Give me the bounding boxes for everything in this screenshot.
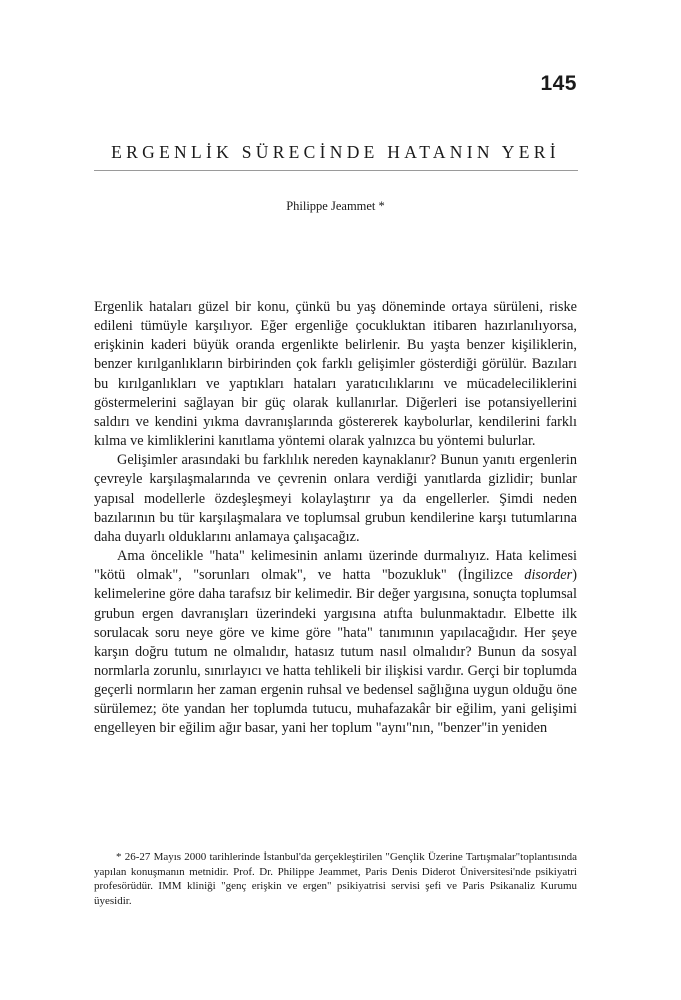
paragraph-3-text-start: Ama öncelikle "hata" kelimesinin anlamı üzerinde durmalıyız. Hata kelimesi "kötü olmak", "sorunları olmak", ve hatta "bozukluk" (İngilizce xyxy=(94,548,577,584)
article-body xyxy=(94,298,577,739)
paragraph-3 xyxy=(94,547,577,739)
paragraph-1: Ergenlik hataları güzel bir konu, çünkü bu yaş döneminde ortaya sürüleni, riske edileni tümüyle karşılıyor. Eğer ergenliğe çocukluktan itibaren hazırlanılıyorsa, erişkinin kaderi büyük oranda ergenlikte belirlenir. Bu yaşta benzer kişiliklerin, benzer kırılganlıkların birbirinden çok farklı gelişimler gösterdiği görülür. Bazıları bu kırılganlıkları ve yaptıkları hataları yaratıcılıklarını ve mücadeleciliklerini göstermelerini sağlayan bir güç olarak kullanırlar. Diğerleri ise potansiyellerini saldırı ve kendini yıkma davranışlarında göstererek kaybolurlar, kendilerini farklı kılma ve kimliklerini kanıtlama yöntemi olarak yalnızca bu yöntemi bulurlar. xyxy=(94,299,577,450)
paragraph-3-text-end: ) kelimelerine göre daha tarafsız bir kelimedir. Bir değer yargısına, sonuçta toplumsal grubun ergen davranışları üzerindeki yargısına atıfta bulunmaktadır. Elbette ilk sorulacak soru neye göre ve kime göre "hata" tanımının yapılacağıdır. Her şeye karşın doğru tutum ne olmalıdır, hatasız tutum nasıl olmalıdır? Bunun da sosyal normlarla zorunlu, sınırlayıcı ve hatta tehlikeli bir ilişkisi vardır. Gerçi bir toplumda geçerli normların her zaman ergenin ruhsal ve bedensel sağlığına uygun olduğu öne sürülemez; öte yandan her toplumda tutucu, muhafazakâr bir eğilim, yani gelişimi engelleyen bir eğilim ağır basar, yani her toplum "aynı"nın, "benzer"in yeniden xyxy=(94,567,577,737)
title-divider xyxy=(94,170,578,171)
paragraph-3-italic-term: disorder xyxy=(524,567,573,584)
paragraph-2: Gelişimler arasındaki bu farklılık nereden kaynaklanır? Bunun yanıtı ergenlerin çevreyle karşılaşmalarında ve çevrenin onlara verdiği yanıtlarda gizlidir; bunlar yapısal modellerle özdeşleşmeyi kolaylaştırır ya da engellerler. Şimdi neden bazılarının bu tür karşılaşmalara ve toplumsal grubun kendilerine karşı tutumlarına daha duyarlı olduklarını anlamaya çalışacağız. xyxy=(94,452,577,545)
page-number: 145 xyxy=(540,72,577,95)
footnote: * 26-27 Mayıs 2000 tarihlerinde İstanbul'da gerçekleştirilen "Gençlik Üzerine Tartışmalar"toplantısında yapılan konuşmanın metnidir. Prof. Dr. Philippe Jeammet, Paris Denis Diderot Üniversitesi'nde psikiyatri profesörüdür. IMM kliniği "genç erişkin ve ergen" psikiyatrisi servisi şefi ve Paris Psikanaliz Kurumu üyesidir. xyxy=(94,851,577,907)
author-name: Philippe Jeammet * xyxy=(286,199,385,213)
chapter-title: ERGENLİK SÜRECİNDE HATANIN YERİ xyxy=(111,142,560,162)
